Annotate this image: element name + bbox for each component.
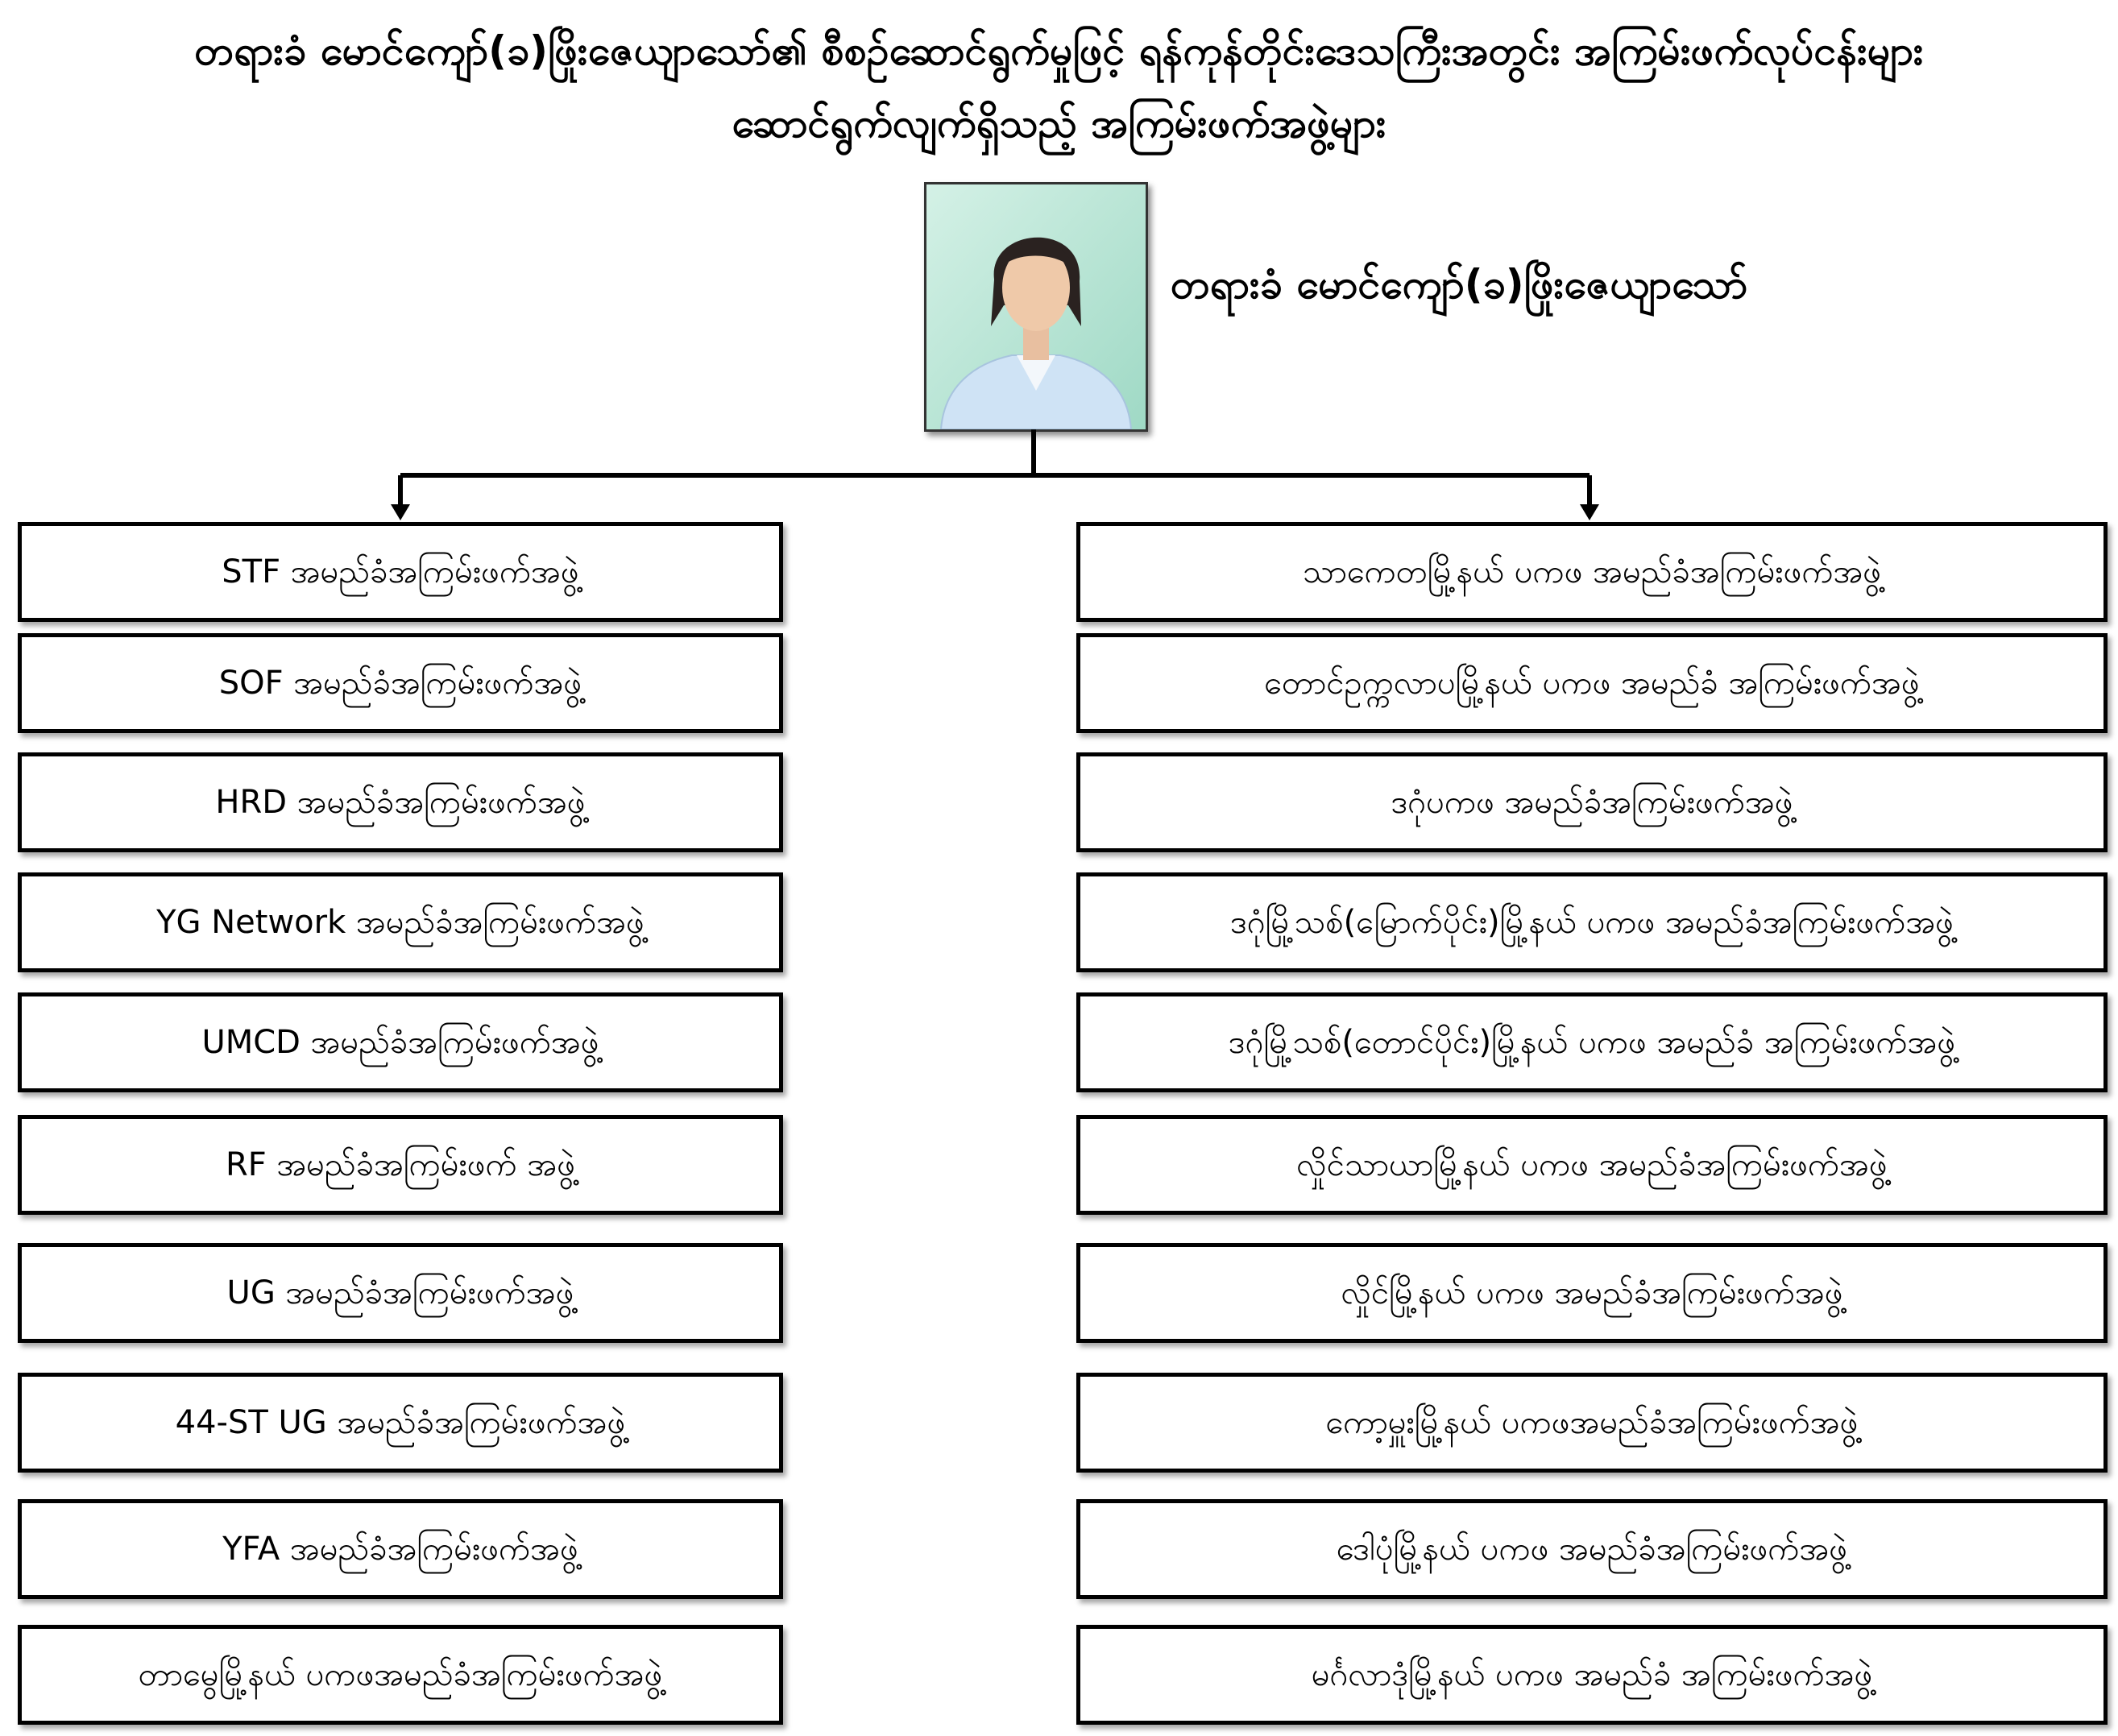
unit-label: 44-ST UG အမည်ခံအကြမ်းဖက်အဖွဲ့ [175,1404,626,1441]
left-unit-box [18,633,783,733]
left-unit-box [18,872,783,972]
unit-label: ဒဂုံမြို့သစ်(တောင်ပိုင်း)မြို့နယ် ပကဖ အမည်ခံ အကြမ်းဖက်အဖွဲ့ [1228,1024,1956,1061]
right-unit-box [1076,522,2108,622]
right-unit-box [1076,872,2108,972]
chart-title-line-2: ဆောင်ရွက်လျက်ရှိသည့် အကြမ်းဖက်အဖွဲ့များ [732,100,1386,147]
left-unit-box [18,752,783,852]
unit-label: RF အမည်ခံအကြမ်းဖက် အဖွဲ့ [225,1146,576,1183]
unit-label: မင်္ဂလာဒုံမြို့နယ် ပကဖ အမည်ခံ အကြမ်းဖက်အဖွဲ့ [1311,1656,1873,1693]
left-unit-box [18,1373,783,1473]
right-arrow-icon [1580,504,1599,520]
chart-title-line-1: တရားခံ မောင်ကျော်(ခ)ဖြိုးဇေယျာသော်၏ စီစဉ်ဆောင်ရွက်မှုဖြင့် ရန်ကုန်တိုင်းဒေသကြီးအတွင်း အကြမ်းဖက်လုပ်ငန်းများ [194,27,1924,74]
leader-photo [924,182,1148,432]
right-unit-box [1076,633,2108,733]
left-unit-box [18,1499,783,1599]
unit-label: YG Network အမည်ခံအကြမ်းဖက်အဖွဲ့ [156,904,645,941]
left-unit-box [18,992,783,1092]
right-unit-box [1076,1499,2108,1599]
person-portrait-icon [926,184,1146,429]
unit-label: တောင်ဥက္ကလာပမြို့နယ် ပကဖ အမည်ခံ အကြမ်းဖက်အဖွဲ့ [1264,665,1920,702]
leader-name: တရားခံ မောင်ကျော်(ခ)ဖြိုးဇေယျာသော် [1171,261,1748,308]
right-unit-box [1076,1625,2108,1725]
right-unit-box [1076,752,2108,852]
unit-label: ဒဂုံမြို့သစ်(မြောက်ပိုင်း)မြို့နယ် ပကဖ အမည်ခံအကြမ်းဖက်အဖွဲ့ [1229,904,1954,941]
unit-label: UG အမည်ခံအကြမ်းဖက်အဖွဲ့ [226,1274,574,1311]
left-unit-box [18,1115,783,1215]
unit-label: လှိုင်သာယာမြို့နယ် ပကဖ အမည်ခံအကြမ်းဖက်အဖွဲ့ [1296,1146,1888,1183]
unit-label: လှိုင်မြို့နယ် ပကဖ အမည်ခံအကြမ်းဖက်အဖွဲ့ [1341,1274,1843,1311]
left-unit-box [18,1243,783,1343]
left-unit-box [18,1625,783,1725]
right-unit-box [1076,1115,2108,1215]
right-unit-box [1076,1373,2108,1473]
unit-label: HRD အမည်ခံအကြမ်းဖက်အဖွဲ့ [215,784,586,821]
right-unit-box [1076,992,2108,1092]
unit-label: ကော့မှူးမြို့နယ် ပကဖအမည်ခံအကြမ်းဖက်အဖွဲ့ [1325,1404,1859,1441]
unit-label: UMCD အမည်ခံအကြမ်းဖက်အဖွဲ့ [201,1024,599,1061]
left-arrow-icon [391,504,410,520]
unit-label: SOF အမည်ခံအကြမ်းဖက်အဖွဲ့ [218,665,582,702]
unit-label: ဒေါပုံမြို့နယ် ပကဖ အမည်ခံအကြမ်းဖက်အဖွဲ့ [1336,1531,1848,1568]
unit-label: သာကေတမြို့နယ် ပကဖ အမည်ခံအကြမ်းဖက်အဖွဲ့ [1302,553,1882,590]
unit-label: YFA အမည်ခံအကြမ်းဖက်အဖွဲ့ [222,1531,578,1568]
unit-label: STF အမည်ခံအကြမ်းဖက်အဖွဲ့ [222,553,579,590]
right-unit-box [1076,1243,2108,1343]
unit-label: တာမွေမြို့နယ် ပကဖအမည်ခံအကြမ်းဖက်အဖွဲ့ [138,1656,663,1693]
left-unit-box [18,522,783,622]
unit-label: ဒဂုံပကဖ အမည်ခံအကြမ်းဖက်အဖွဲ့ [1391,784,1793,821]
